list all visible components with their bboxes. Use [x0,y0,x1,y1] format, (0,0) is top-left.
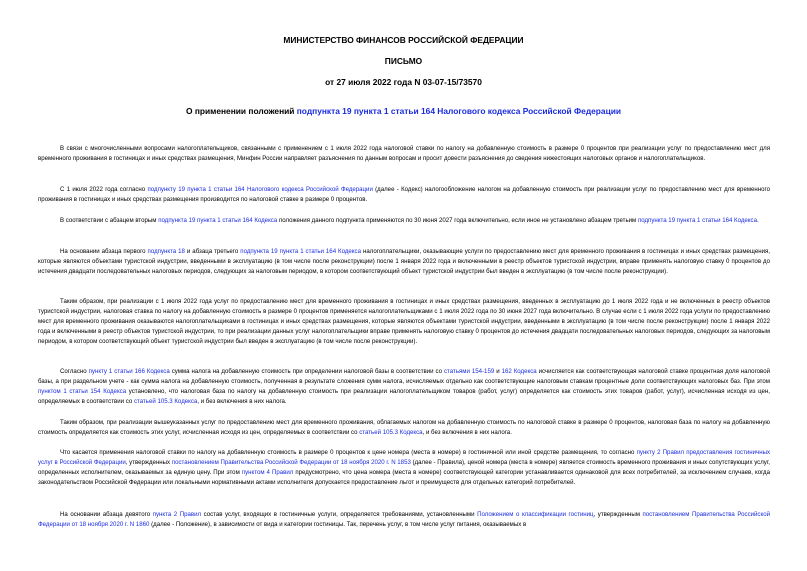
link-subparagraph-19[interactable]: подпункта 19 пункта 1 статьи 164 Кодекса [637,217,757,224]
document-type: ПИСЬМО [384,56,423,66]
paragraph-text: предусмотрено, что цена номера (места в номере) соответствующей категории устанавливается одинаковой для всех потребителей, за исключением случаев, когда законодательством Российской Федерации или локальными нормативными актами исполнителя допускается предоставление льгот и преимуществ для отдельных категорий потребителей. [38,469,770,486]
paragraph-text: , и без включения в них налога. [197,398,287,405]
link-resolution-1853[interactable]: постановлением Правительства Российской Федерации от 18 ноября 2020 г. N 1853 [171,459,411,466]
ministry-title: МИНИСТЕРСТВО ФИНАНСОВ РОССИЙСКОЙ ФЕДЕРАЦИИ [283,35,524,45]
paragraph-text: Таким образом, при реализации вышеуказанных услуг по предоставлению мест для временного проживания, облагаемых налогом на добавленную стоимость по налоговой ставке в размере 0 процентов, налоговая база по налогу на добавленную стоимость определяется как стоимость этих услуг, исчисленная исходя из цен, определяемых в соответствии со [38,419,770,436]
link-subparagraph-18[interactable]: подпункта 18 [147,248,185,255]
link-rules-paragraph-4[interactable]: пунктом 4 Правил [241,469,294,476]
paragraph-text: В соответствии с абзацем вторым [60,217,159,224]
paragraph-text: Согласно [60,368,89,375]
paragraph-text: На основании абзаца первого [60,248,148,255]
document-date-number: от 27 июля 2022 года N 03-07-15/73570 [325,77,482,87]
paragraph-text: На основании абзаца девятого [60,511,153,518]
paragraph-text: и абзаца третьего [184,248,241,255]
paragraph-text: (далее - Кодекс) налогообложение налогом на добавленную стоимость при реализации услуг по предоставлению мест для временного проживания в гостиницах и иных средствах размещения производится по налоговой ставке в размере 0 процентов. [38,186,771,203]
link-article-105-3[interactable]: статьей 105.3 Кодекса [359,429,423,436]
paragraph-text: положения данного подпункта применяются по 30 июня 2027 года включительно, если иное не установлено абзацем третьим [277,217,638,224]
subject-text: О применении положений [185,106,297,116]
paragraph-text: исчисляется как соответствующая налоговой ставке процентная доля налоговой базы, а при раздельном учете - как сумма налога на добавленную стоимость, полученная в результате сложения сумм налога, исчисляемых отдельно как соответствующие налоговым ставкам процентные доли соответствующих налоговых баз. При этом [38,368,771,385]
paragraph-text: В связи с многочисленными вопросами налогоплательщиков, связанными с применением с 1 июля 2022 года налоговой ставки по налогу на добавленную стоимость в размере 0 процентов при реализации услуг по предоставлению мест для временного проживания в гостиницах и иных средствах размещения, Минфин России направляет разъяснения по данным вопросам и просит довести разъяснения до сведения нижестоящих налоговых органов и налогоплательщиков. [38,145,770,162]
paragraph-text: и [494,368,502,375]
paragraph-text: сумма налога на добавленную стоимость при определении налоговой базы в соответствии со [169,368,444,375]
paragraph-text: состав услуг, входящих в гостиничные услуги, определяется требованиями, установленными [201,511,478,518]
paragraph-2 [38,185,770,205]
paragraph-text: , утвержденных [125,459,172,466]
link-rules-paragraph-2[interactable]: пункту 2 Правил предоставления гостиничных услуг в Российской Федерации [38,449,770,466]
link-article-105-3[interactable]: статьей 105.3 Кодекса [133,398,198,405]
paragraph-text: , утвержденным [593,511,643,518]
paragraph-3 [38,216,770,226]
paragraph-5 [38,297,770,347]
paragraph-9 [38,510,770,530]
link-articles-154-159[interactable]: статьями 154-159 [444,368,495,375]
paragraph-7 [38,418,770,438]
link-hotel-classification[interactable]: Положением о классификации гостиниц [477,511,594,518]
link-resolution-1860[interactable]: постановлением Правительства Российской Федерации от 18 ноября 2020 г. N 1860 [38,511,771,528]
link-article-154[interactable]: пунктом 1 статьи 154 Кодекса [38,388,127,395]
paragraph-6 [38,367,770,407]
paragraph-text: (далее - Положение), в зависимости от вида и категории гостиницы. Так, перечень услуг, в том числе услуг питания, оказываемых в [149,521,527,528]
subject-link[interactable]: подпункта 19 пункта 1 статьи 164 Налогового кодекса Российской Федерации [296,106,622,116]
paragraph-text: налогоплательщики, оказывающие услуги по предоставлению мест для временного проживания в гостиницах и иных средствах размещения, которые являются объектами туристской индустрии, введенными в эксплуатацию (в том числе после реконструкции) после 1 января 2022 года и включенными в реестр объектов туристской индустрии, вправе применять налоговую ставку 0 процентов до истечения двадцати последовательных налоговых периодов, следующих за налоговым периодом, в котором соответствующий объект туристской индустрии был введен в эксплуатацию (в том числе после реконструкции). [38,248,770,275]
paragraph-text: . [756,217,759,224]
paragraph-text: Что касается применения налоговой ставки по налогу на добавленную стоимость в размере 0 процентов к цене номера (места в номере) в гостиничной или иной средстве размещения, то согласно [60,449,637,456]
paragraph-text: установлено, что налоговая база по налогу на добавленную стоимость при реализации налогоплательщиком товаров (работ, услуг) определяется как стоимость этих товаров (работ, услуг), исчисленная исходя из цен, определяемых в соответствии со [38,388,770,405]
paragraph-text: , и без включения в них налога. [422,429,512,436]
paragraph-1 [38,144,770,164]
link-subparagraph-19[interactable]: подпункта 19 пункта 1 статьи 164 Кодекса [240,248,361,255]
link-article-162[interactable]: 162 Кодекса [501,368,537,375]
paragraph-4 [38,247,770,277]
link-subparagraph-19[interactable]: подпункта 19 пункта 1 статьи 164 Кодекса [158,217,278,224]
link-subparagraph-19[interactable]: подпункту 19 пункта 1 статьи 164 Налогового кодекса Российской Федерации [147,186,373,193]
paragraph-text: (далее - Правила), ценой номера (места в номере) является стоимость временного проживания и иных сопутствующих услуг, определенных исполнителем, оказываемых за единую цену. При этом [38,459,770,476]
paragraph-8 [38,448,770,488]
link-article-166[interactable]: пункту 1 статьи 166 Кодекса [88,368,170,375]
link-rules-paragraph-2[interactable]: пункта 2 Правил [152,511,202,518]
document-subject [0,106,807,116]
paragraph-text: С 1 июля 2022 года согласно [60,186,148,193]
paragraph-text: Таким образом, при реализации с 1 июля 2022 года услуг по предоставлению мест для временного проживания в гостиницах и иных средствах размещения, введенных в эксплуатацию до 1 июля 2022 года и не включенных в реестр объектов туристской индустрии, налоговая ставка по налогу на добавленную стоимость в размере 0 процентов применяется налогоплательщиками с 1 июля 2022 года по 30 июня 2027 года включительно. В случае если с 1 июля 2022 года услуги по предоставлению мест для временного проживания оказываются налогоплательщиками в гостиницах и иных средствах размещения, которые являются объектами туристской индустрии, введенными в эксплуатацию (в том числе после реконструкции) после 1 января 2022 года и включенными в реестр объектов туристской индустрии, то при реализации данных услуг налогоплательщики вправе применять налоговую ставку 0 процентов до истечения двадцати последовательных налоговых периодов, следующих за налоговым периодом, в котором соответствующий объект туристской индустрии был введен в эксплуатацию (в том числе после реконструкции). [38,298,770,345]
